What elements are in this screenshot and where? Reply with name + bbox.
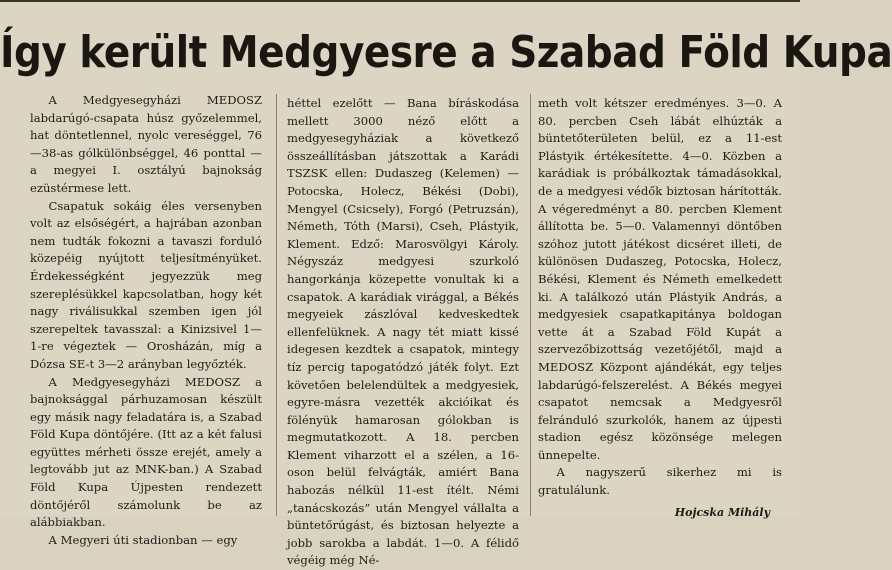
article-column-1 xyxy=(30,92,262,547)
headline-area xyxy=(0,0,892,92)
paragraph: héttel ezelőtt — Bana bíráskodása mellett 3000 néző előtt a medgyesegyháziak a következő összeállításban játszottak a Karádi TSZSK ellen: Dudaszeg (Kelemen) — Potocska, Holecz, Békési (Dobi), Mengyel (Csicsely), Forgó (Petruzsán), Németh, Tóth (Marsi), Cseh, Plástyik, Klement. Edző: Marosvölgyi Károly. Négyszáz medgyesi szurkoló hangorkánja közepette vonultak ki a csapatok. A karádiak virággal, a Békés megyeiek zászlóval kedveskedtek ellenfelüknek. A nagy tét miatt kissé idegesen kezdtek a csapatok, mintegy tíz percig tapogatódzó játék folyt. Ezt követően belelendültek a medgyesiek, egyre-másra vezették akcióikat és fölényük hamarosan gólokban is megmutatkozott. A 18. percben Klement viharzott el a szélen, a 16-oson belül felvágták, amiért Bana habozás nélkül 11-est ítélt. Némi „tanácskozás” után Mengyel vállalta a büntetőrúgást, és biztosan helyezte a jobb sarokba a labdát. 1—0. A félidő végéig még Né- xyxy=(287,96,519,568)
paragraph: meth volt kétszer eredményes. 3—0. A 80. percben Cseh lábát elhúzták a büntetőterületen belül, ez a 11-est Plástyik értékesítette. 4—0. Közben a karádiak is próbálkoztak támadásokkal, de a medgyesi védők biztosan hárították. A végeredményt a 80. percben Klement állította be. 5—0. Valamennyi döntőben szóhoz jutott játékost dicséret illeti, de különösen Dudaszeg, Potocska, Holecz, Békési, Klement és Németh emelkedett ki. A találkozó után Plástyik András, a medgyesiek csapatkapitánya boldogan vette át a Szabad Föld Kupát a szervezőbizottság vezetőjétől, majd a MEDOSZ Központ ajándékát, egy teljes labdarúgó-felszerelést. A Békés megyei csapatot nemcsak a Medgyesről felránduló szurkolók, hanem az újpesti stadion egész közönsége melegen ünnepelte. xyxy=(538,96,782,462)
paragraph: Csapatuk sokáig éles versenyben volt az elsőségért, a hajrában azonban nem tudták fokozni a tavaszi forduló közepéig nyújtott teljesítményüket. Érdekességként jegyezzük meg szereplésükkel kapcsolatban, hogy két nagy riválisukkal szemben igen jól szerepeltek tavasszal: a Kinizsivel 1—1-re végeztek — Orosházán, míg a Dózsa SE-t 3—2 arányban legyőzték. xyxy=(30,198,262,371)
column-rule xyxy=(530,94,531,516)
article-column-3 xyxy=(538,95,782,519)
paragraph: A Medgyesegyházi MEDOSZ labdarúgó-csapata húsz győzelemmel, hat döntetlennel, nyolc vereséggel, 76—38-as gólkülönbséggel, 46 ponttal — a megyei I. osztályú bajnokság ezüstérmese lett. xyxy=(30,93,262,195)
column-rule xyxy=(276,94,277,516)
paragraph: A nagyszerű sikerhez mi is gratulálunk. xyxy=(538,465,782,498)
paragraph: A Medgyesegyházi MEDOSZ a bajnoksággal párhuzamosan készült egy másik nagy feladatára is, a Szabad Föld Kupa döntőjére. (Itt az a két falusi együttes mérheti össze erejét, amely a legtovább jut az MNK-ban.) A Szabad Föld Kupa Újpesten rendezett döntőjéről számolunk be az alábbiakban. xyxy=(30,374,262,530)
paragraph: A Megyeri úti stadionban — egy xyxy=(48,532,238,547)
article-column-2 xyxy=(287,95,519,568)
headline: Így került Medgyesre a Szabad Föld Kupa xyxy=(0,28,892,79)
author-signature: Hojcska Mihály xyxy=(674,505,770,519)
